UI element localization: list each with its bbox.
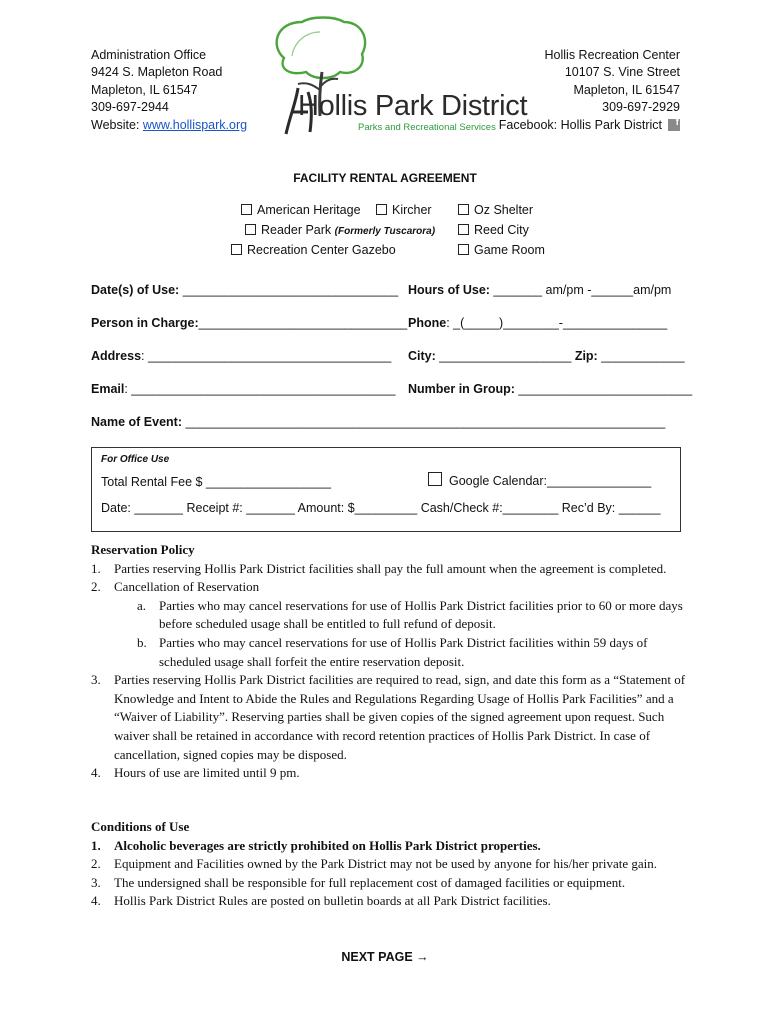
admin-office-address <box>91 47 247 134</box>
google-calendar-field[interactable]: Google Calendar:_______________ <box>428 472 651 488</box>
number-in-group-field[interactable]: Number in Group: _________________________ <box>408 382 693 396</box>
policy-item: 2. Cancellation of Reservation <box>91 579 260 595</box>
hollis-park-logo <box>262 16 528 142</box>
checkbox-icon[interactable] <box>458 204 469 215</box>
checkbox-icon[interactable] <box>241 204 252 215</box>
conditions-of-use <box>91 818 691 911</box>
admin-office-city: Mapleton, IL 61547 <box>91 82 198 97</box>
office-use-header: For Office Use <box>101 454 170 465</box>
condition-item: 4. Hollis Park District Rules are posted on bulletin boards at all Park District facilities. <box>91 893 551 909</box>
rec-center-city: Mapleton, IL 61547 <box>573 82 680 97</box>
condition-item: 2. Equipment and Facilities owned by the Park District may not be used by anyone for his/her private gain. <box>91 856 657 872</box>
checkbox-icon[interactable] <box>428 472 442 486</box>
facebook-icon[interactable]: f <box>668 119 680 131</box>
facility-game-room[interactable]: Game Room <box>458 243 545 257</box>
website-label: Website: <box>91 117 143 132</box>
logo-subtitle: Parks and Recreational Services <box>358 122 496 133</box>
website-line <box>91 117 247 134</box>
facebook-line <box>499 117 680 134</box>
condition-item: 3. The undersigned shall be responsible for full replacement cost of damaged facilities or equipment. <box>91 874 626 890</box>
policy-subitem: a. Parties who may cancel reservations for use of Hollis Park District facilities prior to 60 or more days before scheduled usage shall be entitled to full refund of deposit. <box>137 597 683 632</box>
person-in-charge-field[interactable]: Person in Charge:______________________________ <box>91 316 408 330</box>
policy-item: 4. Hours of use are limited until 9 pm. <box>91 765 300 781</box>
reservation-policy <box>91 541 691 783</box>
rec-center-phone: 309-697-2929 <box>602 100 680 115</box>
address-field[interactable]: Address: ___________________________________ <box>91 349 392 363</box>
email-field[interactable]: Email: ______________________________________ <box>91 382 396 396</box>
policy-subitem: b. Parties who may cancel reservations for use of Hollis Park District facilities within 59 days of scheduled usage shall forfeit the entire reservation deposit. <box>137 634 648 669</box>
name-of-event-field[interactable]: Name of Event: _____________________________________________________________________ <box>91 415 666 429</box>
conditions-heading: Conditions of Use <box>91 819 190 834</box>
facility-kircher[interactable]: Kircher <box>376 203 432 217</box>
office-use-box <box>91 447 681 532</box>
office-detail-row[interactable]: Date: _______ Receipt #: _______ Amount: $_________ Cash/Check #:________ Rec’d By: ______ <box>101 501 661 515</box>
hours-of-use-field[interactable]: Hours of Use: _______ am/pm -______am/pm <box>408 283 672 297</box>
reservation-policy-heading: Reservation Policy <box>91 542 195 557</box>
next-page-link[interactable]: NEXT PAGE → <box>341 950 429 964</box>
website-link[interactable]: www.hollispark.org <box>142 117 248 132</box>
facility-oz-shelter[interactable]: Oz Shelter <box>458 203 533 217</box>
facility-reader-park[interactable]: Reader Park (Formerly Tuscarora) <box>245 223 435 237</box>
facility-american-heritage[interactable]: American Heritage <box>241 203 361 217</box>
checkbox-icon[interactable] <box>231 244 242 255</box>
page-title: FACILITY RENTAL AGREEMENT <box>293 171 477 185</box>
reader-park-note: (Formerly Tuscarora) <box>334 226 436 237</box>
city-zip-field[interactable]: City: ___________________ Zip: ____________ <box>408 349 685 363</box>
logo-title: Hollis Park District <box>298 90 528 122</box>
checkbox-icon[interactable] <box>458 244 469 255</box>
facebook-text: Facebook: Hollis Park District <box>498 117 662 132</box>
admin-office-phone: 309-697-2944 <box>91 100 169 115</box>
rec-center-street: 10107 S. Vine Street <box>564 65 680 80</box>
checkbox-icon[interactable] <box>245 224 256 235</box>
phone-field[interactable]: Phone: _(_____)________-_______________ <box>408 316 668 330</box>
dates-of-use-field[interactable]: Date(s) of Use: _______________________________ <box>91 283 399 297</box>
facility-reed-city[interactable]: Reed City <box>458 223 529 237</box>
admin-office-street: 9424 S. Mapleton Road <box>91 65 223 80</box>
total-rental-fee-field[interactable]: Total Rental Fee $ __________________ <box>101 475 332 489</box>
checkbox-icon[interactable] <box>458 224 469 235</box>
admin-office-name: Administration Office <box>91 48 207 62</box>
rec-center-name: Hollis Recreation Center <box>544 48 680 62</box>
condition-item: 1. Alcoholic beverages are strictly prohibited on Hollis Park District properties. <box>91 837 541 853</box>
policy-item: 3. Parties reserving Hollis Park District facilities are required to read, sign, and date this form as a “Statement of Knowledge and Intent to Abide the Rules and Regulations Regarding Usage of Hollis Park Facilities” and a “Waiver of Liability”. Reserving parties shall be given copies of the signed agreement upon request. Such waiver shall be retained in accordance with record retention practices of Hollis Park District. In case of cancellation, signed copies may be disposed. <box>91 672 686 762</box>
rec-center-address <box>499 47 680 134</box>
facility-rec-center-gazebo[interactable]: Recreation Center Gazebo <box>231 243 396 257</box>
checkbox-icon[interactable] <box>376 204 387 215</box>
policy-item: 1. Parties reserving Hollis Park District facilities shall pay the full amount when the agreement is completed. <box>91 560 667 576</box>
